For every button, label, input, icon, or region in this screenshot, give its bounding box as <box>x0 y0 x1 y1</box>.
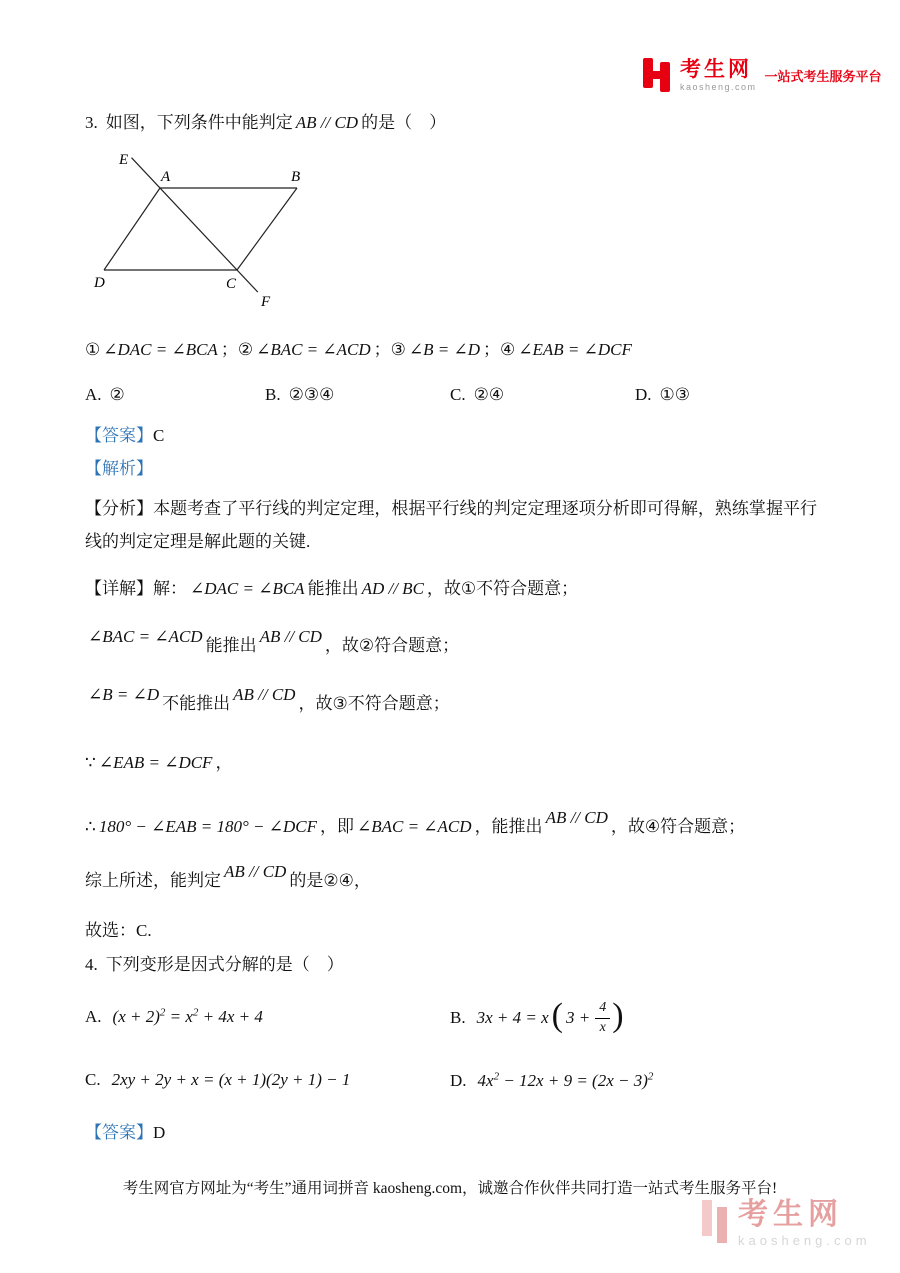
jiexi-label: 【解析】 <box>85 459 153 478</box>
fraction <box>595 1000 610 1035</box>
question-4-stem <box>85 950 344 975</box>
option-label: D. <box>450 1070 467 1090</box>
q4-answer-line <box>85 1118 165 1143</box>
therefore-symbol: ∴ <box>85 817 96 836</box>
fraction-numerator: 4 <box>595 1000 610 1018</box>
exponent: 2 <box>192 1006 199 1018</box>
option-label: C. <box>85 1070 101 1089</box>
q3-jiexi-line <box>85 454 153 479</box>
detail-label: 【详解】解： <box>85 579 187 598</box>
q4-option-d <box>450 1070 656 1091</box>
option-label: A. <box>85 1006 102 1026</box>
figure-label-B: B <box>291 169 301 185</box>
detail-line-3 <box>85 680 450 713</box>
question-4-number: 4. <box>85 955 98 974</box>
figure-label-C: C <box>226 276 237 292</box>
watermark-icon <box>700 1198 732 1248</box>
condition-3-math: ∠B = ∠D <box>408 340 481 359</box>
option-label: D. <box>635 385 652 404</box>
exponent: 2 <box>493 1070 500 1082</box>
option-c-formula: 2xy + 2y + x = (x + 1)(2y + 1) − 1 <box>111 1070 351 1089</box>
geometry-figure <box>92 150 342 318</box>
fraction-denominator: x <box>599 1019 606 1035</box>
detail-math: ∠EAB = ∠DCF <box>98 753 213 772</box>
option-value: ①③ <box>659 385 691 404</box>
watermark-domain: kaosheng.com <box>738 1232 871 1248</box>
exponent: 2 <box>159 1006 166 1018</box>
q4-options-row-2 <box>85 1062 817 1102</box>
detail-math: 180° − ∠EAB = 180° − ∠DCF <box>98 817 317 836</box>
detail-line-5 <box>85 808 746 837</box>
q3-option-b <box>265 385 334 405</box>
option-a-formula: $(x + 2)^2 = x^2 + 4x + 4$ <box>112 1006 263 1026</box>
detail-line-1 <box>85 574 578 599</box>
detail-line-2 <box>85 622 460 655</box>
detail-text: 能推出 <box>205 636 257 655</box>
detail-math: ∠BAC = ∠ACD <box>88 627 203 646</box>
q3-options-row <box>85 385 817 409</box>
detail-text: ，即 <box>319 817 354 836</box>
q3-answer-line <box>85 421 164 446</box>
detail-line-6 <box>85 862 371 891</box>
answer-value: C <box>153 426 165 445</box>
close-paren: ) <box>612 997 624 1034</box>
option-d-formula: $4x^2 - 12x + 9 = (2x - 3)^2$ <box>477 1070 654 1090</box>
q4-option-c <box>85 1070 353 1090</box>
answer-label: 【答案】 <box>85 426 153 445</box>
detail-text: ，故④符合题意； <box>610 817 746 836</box>
watermark-brand: 考生网 <box>738 1197 843 1231</box>
condition-4-number: ④ <box>500 340 516 359</box>
q3-option-a <box>85 385 125 405</box>
header-logo <box>640 56 882 94</box>
option-value: ②③④ <box>288 385 335 404</box>
question-3-stem <box>85 108 446 133</box>
option-value: ②④ <box>473 385 505 404</box>
analysis-paragraph: 【分析】本题考查了平行线的判定定理，根据平行线的判定定理逐项分析即可得解，熟练掌握平行线的判定定理是解此题的关键. <box>85 499 817 551</box>
condition-4-math: ∠EAB = ∠DCF <box>518 340 632 359</box>
detail-line-4 <box>85 748 232 773</box>
q3-option-c <box>450 385 504 405</box>
option-label: A. <box>85 385 102 404</box>
detail-math: ∠DAC = ∠BCA <box>190 579 305 598</box>
question-3-text-tail: 的是（ ） <box>361 113 447 132</box>
option-label: B. <box>450 1007 466 1027</box>
brand-domain: kaosheng.com <box>680 81 757 92</box>
detail-text: 综上所述，能判定 <box>85 871 221 890</box>
open-paren: ( <box>551 997 563 1034</box>
conclusion-text: 故选：C. <box>85 921 152 940</box>
detail-math: AB // CD <box>233 685 296 704</box>
detail-text: 不能推出 <box>162 694 231 713</box>
option-b-inner: 3 + <box>565 1007 591 1027</box>
detail-line-7 <box>85 916 152 941</box>
exponent: 2 <box>647 1070 654 1082</box>
detail-math: ∠B = ∠D <box>88 685 160 704</box>
separator: ； <box>220 340 238 359</box>
condition-1-math: ∠DAC = ∠BCA <box>103 340 218 359</box>
detail-text: 的是②④， <box>289 871 371 890</box>
detail-math: AB // CD <box>259 627 322 646</box>
kaosheng-logo-icon <box>640 56 674 94</box>
figure-label-D: D <box>94 275 105 291</box>
question-3-math: AB // CD <box>295 113 359 132</box>
condition-3-number: ③ <box>390 340 406 359</box>
condition-2-number: ② <box>237 340 254 359</box>
brand-name: 考生网 <box>680 57 752 81</box>
answer-label: 【答案】 <box>85 1123 153 1142</box>
figure-label-E: E <box>119 152 129 168</box>
brand-tagline: 一站式考生服务平台 <box>764 68 882 84</box>
detail-math: AD // BC <box>361 579 424 598</box>
detail-text: 能推出 <box>307 579 359 598</box>
detail-text: ，故③不符合题意； <box>298 694 450 713</box>
option-value: ② <box>109 385 125 404</box>
detail-math: ∠BAC = ∠ACD <box>356 817 472 836</box>
detail-math: AB // CD <box>224 862 287 881</box>
question-3-number: 3. <box>85 113 98 132</box>
detail-text: ， <box>215 753 233 772</box>
conditions-line <box>85 335 635 360</box>
q3-option-d <box>635 385 690 405</box>
separator: ； <box>373 340 391 359</box>
figure-label-F: F <box>261 294 271 310</box>
detail-text: ，故②符合题意； <box>324 636 460 655</box>
question-3-text: 如图，下列条件中能判定 <box>105 113 293 132</box>
because-symbol: ∵ <box>85 753 96 772</box>
option-label: C. <box>450 385 466 404</box>
detail-text: ，故①不符合题意； <box>426 579 579 598</box>
question-4-text: 下列变形是因式分解的是（ ） <box>105 955 344 974</box>
detail-math: AB // CD <box>545 808 608 827</box>
condition-2-math: ∠BAC = ∠ACD <box>256 340 371 359</box>
condition-1-number: ① <box>85 340 101 359</box>
figure-label-A: A <box>161 169 171 185</box>
detail-text: ，能推出 <box>474 817 543 836</box>
q4-option-b <box>450 997 624 1038</box>
option-b-formula: 3x + 4 = x <box>476 1007 549 1027</box>
watermark-logo <box>700 1198 871 1248</box>
footer-note: 考生网官方网址为“考生”通用词拼音 kaosheng.com，诚邀合作伙伴共同打造一站式考生服务平台! <box>122 1180 778 1197</box>
q4-options-row-1 <box>85 992 817 1050</box>
answer-value: D <box>153 1123 166 1142</box>
q4-option-a <box>85 1006 266 1027</box>
option-label: B. <box>265 385 281 404</box>
separator: ； <box>483 340 501 359</box>
